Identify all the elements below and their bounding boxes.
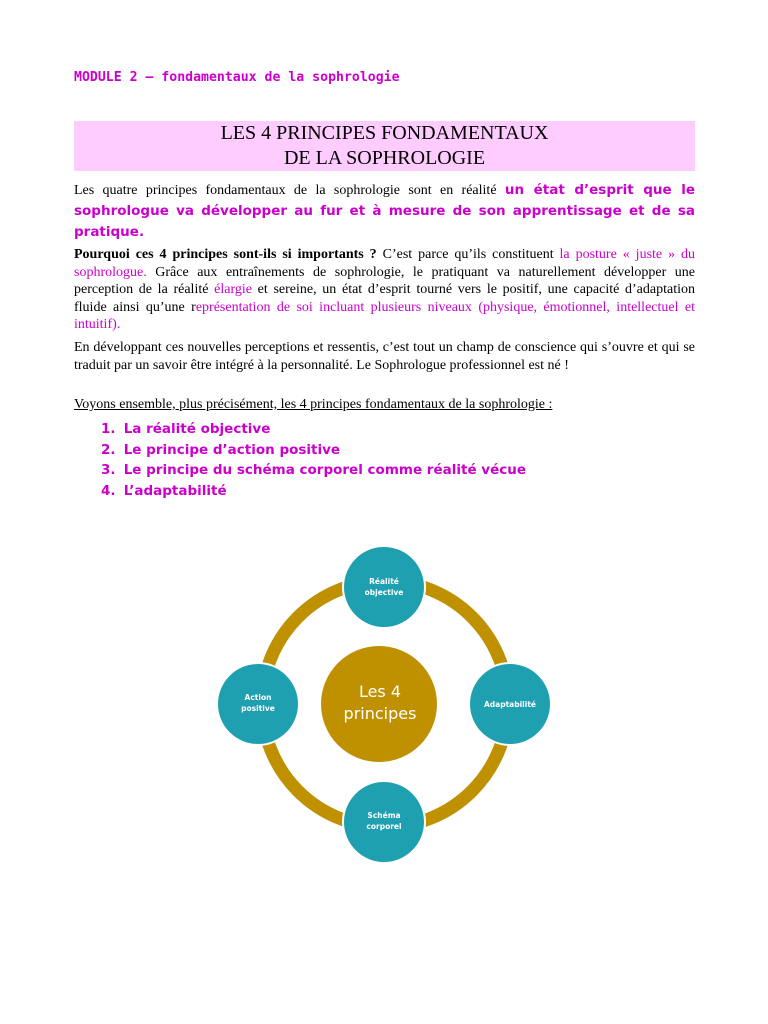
- node-top-label-line-2: objective: [364, 588, 404, 597]
- list-label: Le principe du schéma corporel comme réalité vécue: [123, 462, 527, 478]
- list-number: 3.: [101, 462, 116, 478]
- node-bottom-label-line-1: Schéma: [367, 811, 401, 820]
- list-number: 4.: [101, 482, 116, 499]
- module-heading: MODULE 2 – fondamentaux de la sophrologie: [74, 70, 400, 85]
- list-number: 1.: [101, 421, 116, 437]
- title-line-1: LES 4 PRINCIPES FONDAMENTAUX: [220, 122, 549, 144]
- node-left-label-line-2: positive: [241, 704, 275, 713]
- why-highlight-1: la posture « juste » du sophrologue.: [74, 247, 695, 280]
- why-text-2: Grâce aux entraînements de sophrologie, le pratiquant va naturellement développer une perception de la réalité: [74, 264, 695, 297]
- why-highlight-3: eprésentation de soi incluant plusieurs niveaux (physique, émotionnel, intellectuel et intuitif).: [74, 299, 695, 332]
- center-label-line-1: Les 4: [358, 682, 402, 701]
- developing-paragraph: En développant ces nouvelles perceptions et ressentis, c’est tout un champ de conscience qui s’ouvre et qui se traduit par un savoir être intégré à la personnalité. Le Sophrologue professionnel est né !: [74, 340, 695, 373]
- node-left-label-line-1: Action: [244, 693, 272, 702]
- intro-highlight: un état d’esprit que le sophrologue va développer au fur et à mesure de son apprentissage et de sa pratique.: [74, 182, 695, 240]
- intro-text: Les quatre principes fondamentaux de la sophrologie sont en réalité: [74, 183, 505, 198]
- node-bottom-label-line-2: corporel: [366, 822, 402, 831]
- node-top-label-line-1: Réalité: [369, 577, 399, 586]
- why-highlight-2: élargie: [214, 282, 252, 297]
- node-realite-objective: [343, 546, 425, 628]
- node-right-label: Adaptabilité: [483, 700, 537, 709]
- list-number: 2.: [101, 441, 116, 458]
- why-text-3: et sereine, un état d’esprit tourné vers le positif, une capacité d’adaptation fluide ainsi qu’une r: [74, 282, 695, 315]
- why-text-1: C’est parce qu’ils constituent: [376, 247, 560, 262]
- title-line-2: DE LA SOPHROLOGIE: [283, 147, 486, 169]
- center-label-line-2: principes: [343, 704, 417, 723]
- list-label: Le principe d’action positive: [123, 441, 341, 458]
- lead-in-line: Voyons ensemble, plus précisément, les 4 principes fondamentaux de la sophrologie :: [74, 397, 553, 412]
- list-label: L’adaptabilité: [123, 482, 227, 499]
- why-question: Pourquoi ces 4 principes sont-ils si importants ?: [74, 247, 377, 262]
- list-label: La réalité objective: [123, 421, 271, 437]
